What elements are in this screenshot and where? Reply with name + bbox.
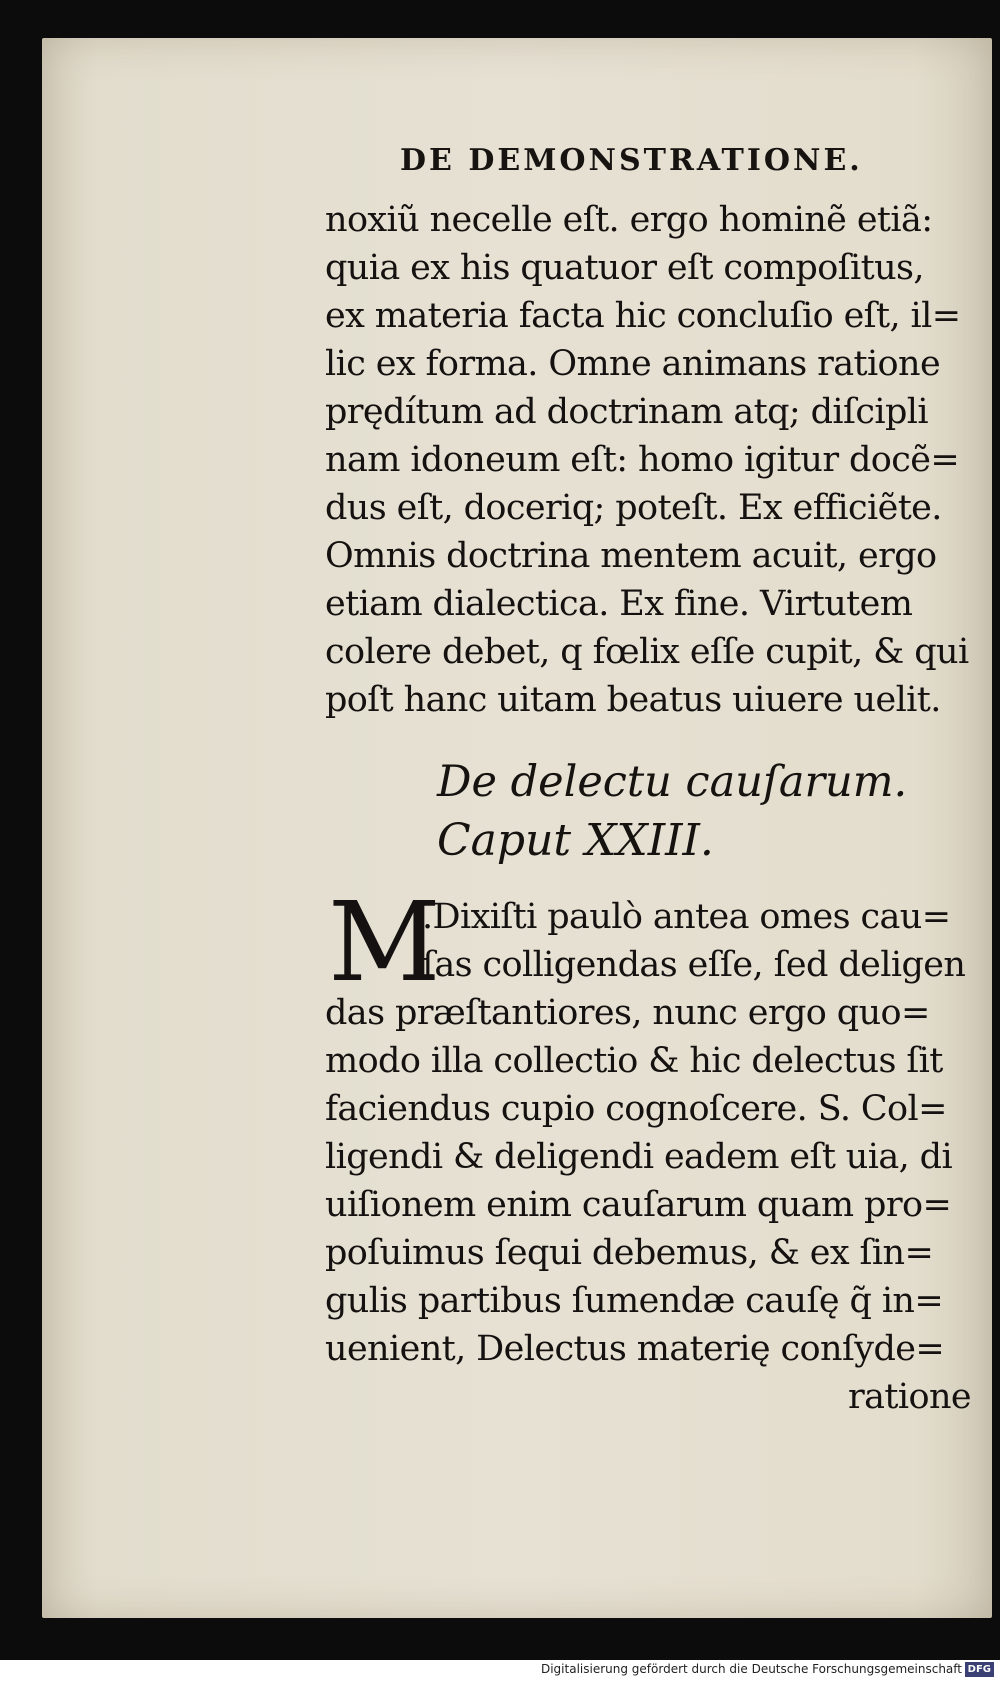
dfg-logo: DFG xyxy=(965,1662,994,1677)
text-line: uenient, Delectus materię conſyde= xyxy=(325,1329,945,1369)
body-text-section xyxy=(325,878,975,1421)
chapter-heading: Caput XXIII. xyxy=(437,815,714,866)
funding-credit: Digitalisierung gefördert durch die Deutsche Forschungsgemeinschaft xyxy=(540,1662,962,1676)
body-text-top xyxy=(325,196,975,724)
text-line: .Dixiſti paulò antea omes cau= xyxy=(422,897,951,937)
text-line: nam idoneum eſt: homo igitur docẽ= xyxy=(325,440,960,480)
section-heading: De delectu cauſarum. xyxy=(437,757,908,807)
text-line: modo illa collectio & hic delectus ſit xyxy=(325,1041,943,1081)
text-line: colere debet, q fœlix eſſe cupit, & qui xyxy=(325,632,969,672)
drop-cap: M xyxy=(328,878,441,1006)
text-line: poſt hanc uitam beatus uiuere uelit. xyxy=(325,680,941,720)
catchword: ratione xyxy=(848,1377,971,1417)
text-line: faciendus cupio cognoſcere. S. Col= xyxy=(325,1089,947,1129)
text-line: ligendi & deligendi eadem eſt uia, di xyxy=(325,1137,953,1177)
text-line: das præſtantiores, nunc ergo quo= xyxy=(325,993,930,1033)
text-line: prędítum ad doctrinam atq; diſcipli xyxy=(325,392,928,432)
text-line: ex materia facta hic concluſio eſt, il= xyxy=(325,296,961,336)
text-line: lic ex forma. Omne animans ratione xyxy=(325,344,941,384)
text-line: poſuimus ſequi debemus, & ex ſin= xyxy=(325,1233,934,1273)
text-line: etiam dialectica. Ex fine. Virtutem xyxy=(325,584,913,624)
text-line: Omnis doctrina mentem acuit, ergo xyxy=(325,536,937,576)
footer-bar xyxy=(0,1660,1000,1681)
running-head: DE DEMONSTRATIONE. xyxy=(400,143,863,178)
text-line: gulis partibus ſumendæ cauſę q̃ in= xyxy=(325,1281,944,1321)
text-line: uiſionem enim cauſarum quam pro= xyxy=(325,1185,952,1225)
text-line: quia ex his quatuor eſt compoſitus, xyxy=(325,248,924,288)
text-line: ſas colligendas eſſe, ſed deligen xyxy=(422,945,966,985)
text-line: noxiũ necelle eſt. ergo hominẽ etiã: xyxy=(325,200,933,240)
text-line: dus eſt, doceriq; poteſt. Ex efficiẽte. xyxy=(325,488,942,528)
